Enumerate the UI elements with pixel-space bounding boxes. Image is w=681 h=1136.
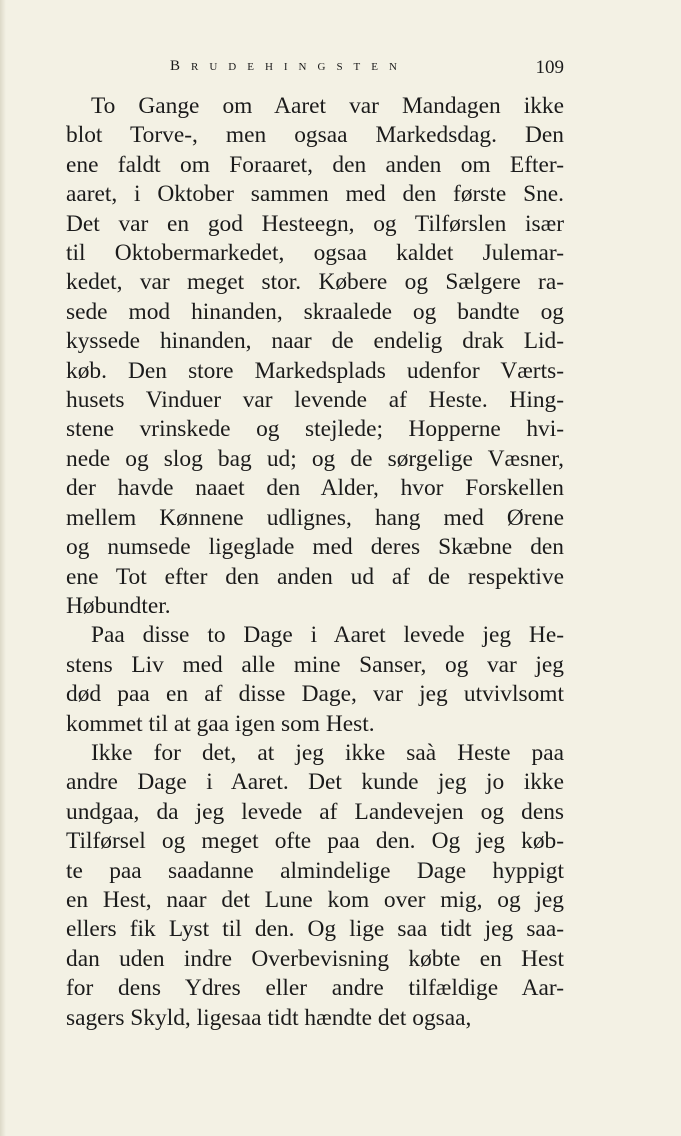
text-line: til Oktobermarkedet, ogsaa kaldet Julemar- bbox=[66, 240, 564, 267]
text-line: ellers fik Lyst til den. Og lige saa tidt jeg saa- bbox=[66, 916, 564, 943]
paragraph bbox=[66, 92, 564, 621]
text-line: og numsede ligeglade med deres Skæbne den bbox=[66, 534, 564, 561]
text-line: køb. Den store Markedsplads udenfor Værts- bbox=[66, 357, 564, 384]
text-line: aaret, i Oktober sammen med den første Sne. bbox=[66, 181, 564, 208]
page-number: 109 bbox=[535, 57, 564, 78]
text-line: te paa saadanne almindelige Dage hyppigt bbox=[66, 857, 564, 884]
text-line: der havde naaet den Alder, hvor Forskellen bbox=[66, 475, 564, 502]
text-line: kedet, var meget stor. Købere og Sælgere ra- bbox=[66, 269, 564, 296]
body-text bbox=[66, 92, 564, 1033]
text-line: mellem Kønnene udlignes, hang med Ørene bbox=[66, 504, 564, 531]
text-line: ene faldt om Foraaret, den anden om Efter- bbox=[66, 151, 564, 178]
text-line: andre Dage i Aaret. Det kunde jeg jo ikke bbox=[66, 769, 564, 796]
book-page bbox=[66, 58, 564, 1033]
text-line: en Hest, naar det Lune kom over mig, og jeg bbox=[66, 886, 564, 913]
text-line: Det var en god Hesteegn, og Tilførslen især bbox=[66, 210, 564, 237]
text-line: stens Liv med alle mine Sanser, og var jeg bbox=[66, 651, 564, 678]
text-line: kommet til at gaa igen som Hest. bbox=[66, 710, 375, 737]
text-line: undgaa, da jeg levede af Landevejen og dens bbox=[66, 798, 564, 825]
text-line: stene vrinskede og stejlede; Hopperne hvi- bbox=[66, 416, 564, 443]
text-line: Paa disse to Dage i Aaret levede jeg He- bbox=[91, 622, 564, 649]
paragraph bbox=[66, 621, 564, 739]
text-line: Tilførsel og meget ofte paa den. Og jeg køb- bbox=[66, 828, 564, 855]
paragraph bbox=[66, 739, 564, 1033]
text-line: nede og slog bag ud; og de sørgelige Væsner, bbox=[66, 445, 564, 472]
text-line: ene Tot efter den anden ud af de respektive bbox=[66, 563, 564, 590]
text-line: husets Vinduer var levende af Heste. Hing- bbox=[66, 387, 564, 414]
text-line: kyssede hinanden, naar de endelig drak Lid- bbox=[66, 328, 564, 355]
running-head bbox=[66, 58, 564, 86]
text-line: Ikke for det, at jeg ikke saà Heste paa bbox=[91, 739, 564, 766]
text-line: sede mod hinanden, skraalede og bandte og bbox=[66, 298, 564, 325]
text-line: Høbundter. bbox=[66, 592, 171, 619]
text-line: dan uden indre Overbevisning købte en Hest bbox=[66, 945, 564, 972]
text-line: død paa en af disse Dage, var jeg utvivlsomt bbox=[66, 681, 564, 708]
binding-edge bbox=[0, 0, 6, 1136]
text-line: sagers Skyld, ligesaa tidt hændte det ogsaa, bbox=[66, 1004, 472, 1031]
running-title: Brudehingsten bbox=[170, 58, 408, 74]
text-line: blot Torve-, men ogsaa Markedsdag. Den bbox=[66, 122, 564, 149]
text-line: for dens Ydres eller andre tilfældige Aar- bbox=[66, 975, 564, 1002]
text-line: To Gange om Aaret var Mandagen ikke bbox=[91, 93, 564, 119]
